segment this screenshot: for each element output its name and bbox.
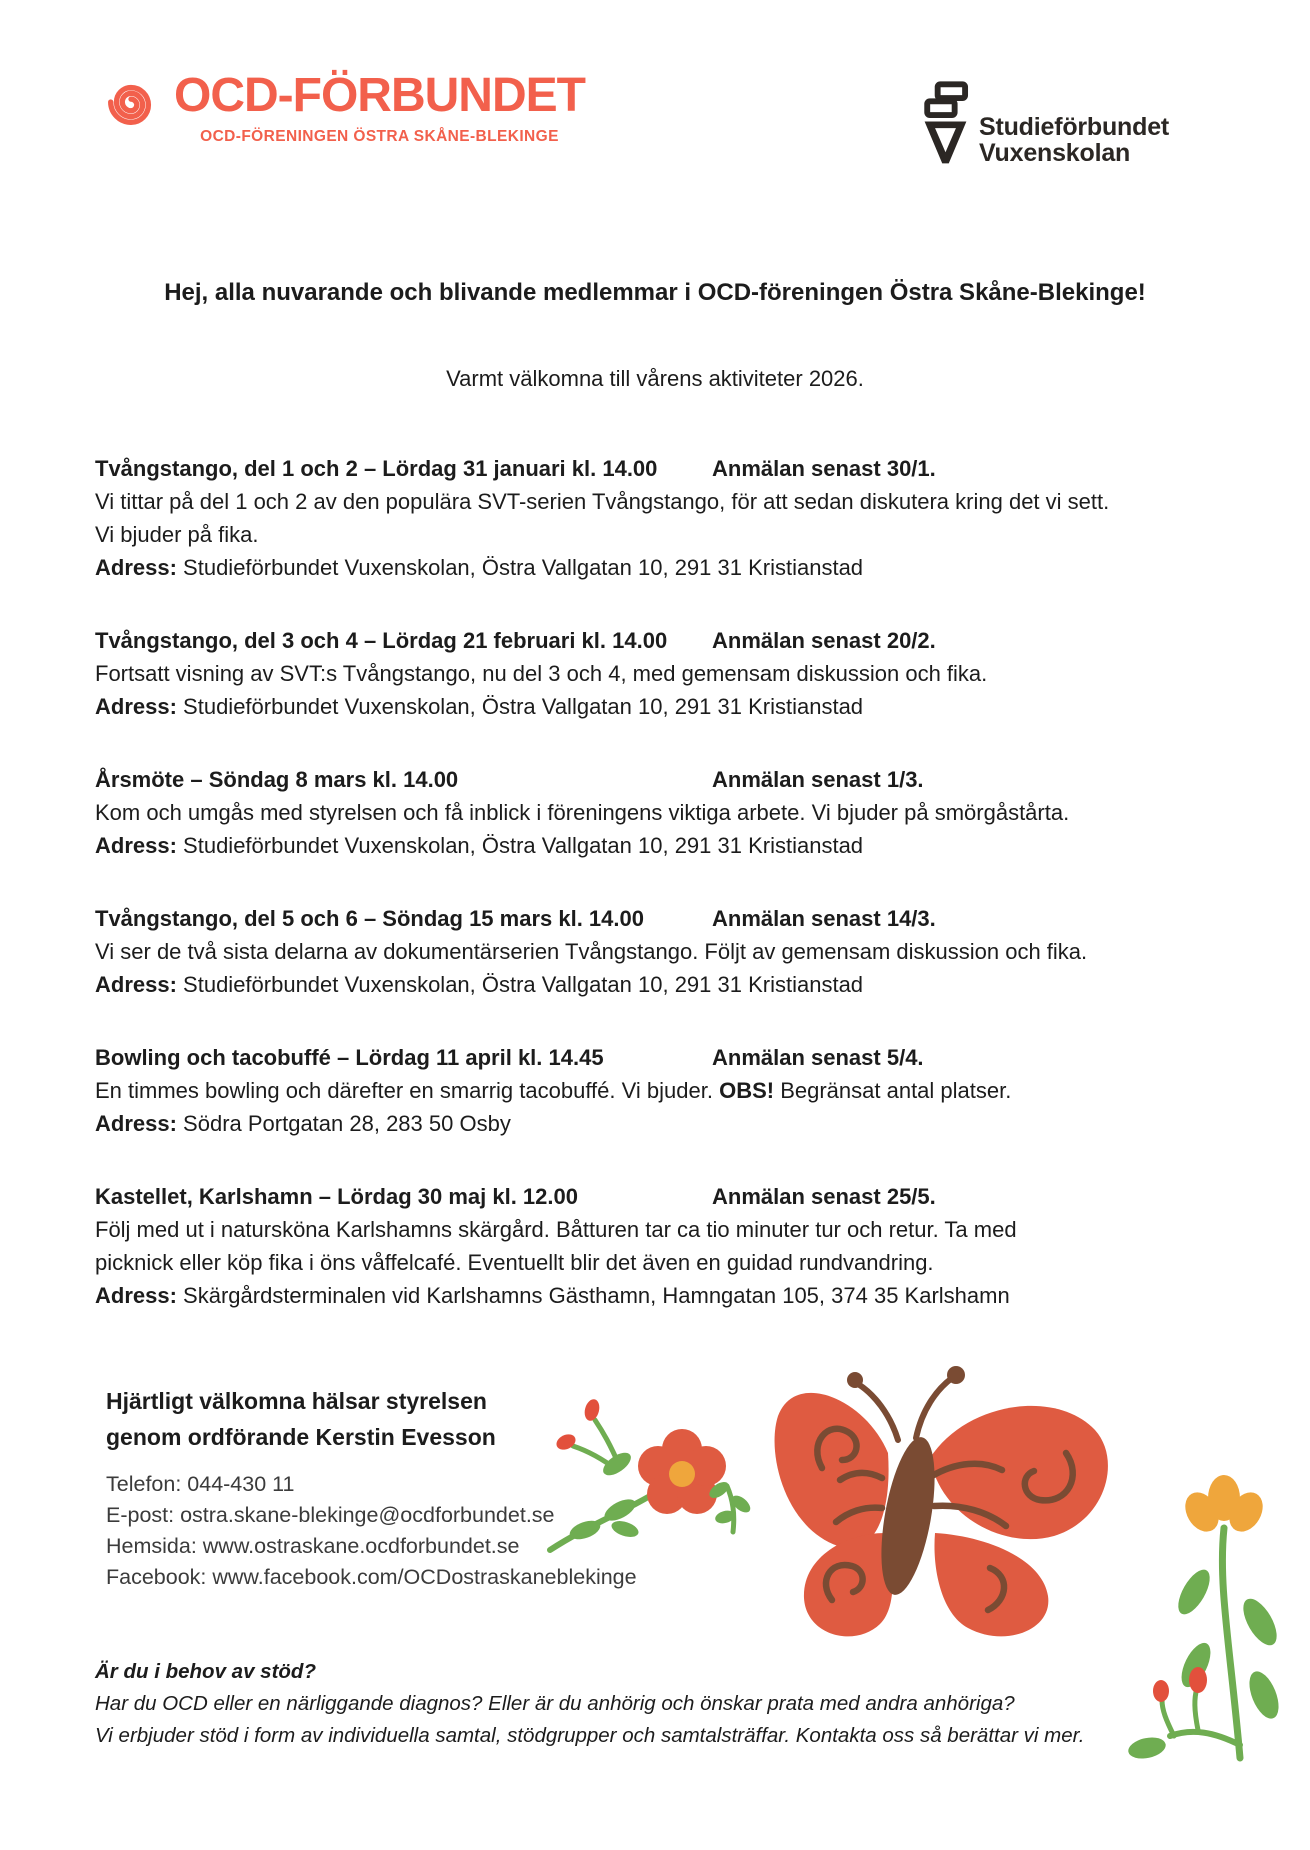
event-item <box>95 624 1217 723</box>
address-value: Studieförbundet Vuxenskolan, Östra Vallgatan 10, 291 31 Kristianstad <box>183 972 864 997</box>
spiral-icon <box>102 74 160 132</box>
event-address <box>95 551 1217 584</box>
welcome-line: Varmt välkomna till vårens aktiviteter 2026. <box>446 366 864 391</box>
address-label: Adress: <box>95 555 184 580</box>
brand-title: OCD-FÖRBUNDET <box>174 69 585 122</box>
support-note <box>95 1656 1084 1752</box>
event-address <box>95 690 1217 723</box>
event-address <box>95 1279 1217 1312</box>
contact-line: Telefon: 044-430 11 <box>106 1472 295 1496</box>
contact-line: Hemsida: www.ostraskane.ocdforbundet.se <box>106 1534 520 1558</box>
address-label: Adress: <box>95 833 184 858</box>
event-item <box>95 452 1217 584</box>
yellow-flower <box>1179 1475 1270 1538</box>
event-deadline: Anmälan senast 20/2. <box>712 628 936 653</box>
event-description-line: Vi bjuder på fika. <box>95 522 259 547</box>
event-description-line: picknick eller köp fika i öns våffelcafé. Eventuellt blir det även en guidad rundvandring. <box>95 1250 934 1275</box>
address-value: Studieförbundet Vuxenskolan, Östra Vallgatan 10, 291 31 Kristianstad <box>183 694 864 719</box>
event-title: Bowling och tacobuffé – Lördag 11 april kl. 14.45 <box>95 1045 604 1070</box>
signoff-line1: Hjärtligt välkomna hälsar styrelsen <box>106 1388 487 1414</box>
event-description-line: En timmes bowling och därefter en smarrig tacobuffé. Vi bjuder. OBS! Begränsat antal platser. <box>95 1078 1012 1103</box>
flower-plant-illustration <box>1102 1460 1307 1775</box>
address-label: Adress: <box>95 972 184 997</box>
event-address <box>95 968 1217 1001</box>
partner-wordmark <box>979 114 1169 167</box>
support-line: Har du OCD eller en närliggande diagnos? Eller är du anhörig och önskar prata med andra anhöriga? <box>95 1692 1015 1715</box>
event-description-line: Vi tittar på del 1 och 2 av den populära SVT-serien Tvångstango, för att sedan diskutera kring det vi sett. <box>95 489 1110 514</box>
address-label: Adress: <box>95 1283 184 1308</box>
event-item <box>95 1041 1217 1140</box>
address-value: Studieförbundet Vuxenskolan, Östra Vallgatan 10, 291 31 Kristianstad <box>183 555 864 580</box>
address-value: Studieförbundet Vuxenskolan, Östra Vallgatan 10, 291 31 Kristianstad <box>183 833 864 858</box>
event-deadline: Anmälan senast 5/4. <box>712 1045 924 1070</box>
event-title: Tvångstango, del 1 och 2 – Lördag 31 januari kl. 14.00 <box>95 456 658 481</box>
event-description-line: Följ med ut i natursköna Karlshamns skärgård. Båtturen tar ca tio minuter tur och retur. Ta med <box>95 1217 1017 1242</box>
partner-line1: Studieförbundet <box>979 113 1170 141</box>
signoff-line2: genom ordförande Kerstin Evesson <box>106 1424 496 1450</box>
event-description-line: Vi ser de två sista delarna av dokumentärserien Tvångstango. Följt av gemensam diskussion och fika. <box>95 939 1088 964</box>
address-label: Adress: <box>95 1111 184 1136</box>
events-list <box>95 452 1217 1352</box>
signoff <box>106 1383 496 1455</box>
partner-line2: Vuxenskolan <box>979 139 1131 167</box>
flower-head <box>638 1429 726 1514</box>
event-deadline: Anmälan senast 14/3. <box>712 906 936 931</box>
event-deadline: Anmälan senast 25/5. <box>712 1184 936 1209</box>
page-title: Hej, alla nuvarande och blivande medlemmar i OCD-föreningen Östra Skåne-Blekinge! <box>164 279 1146 306</box>
contact-info <box>106 1469 637 1593</box>
event-address <box>95 829 1217 862</box>
sv-emblem-icon <box>922 80 969 167</box>
contact-line: E-post: ostra.skane-blekinge@ocdforbundet.se <box>106 1503 555 1527</box>
ocd-forbundet-logo <box>102 69 585 146</box>
address-value: Skärgårdsterminalen vid Karlshamns Gästhamn, Hamngatan 105, 374 35 Karlshamn <box>183 1283 1010 1308</box>
address-value: Södra Portgatan 28, 283 50 Osby <box>183 1111 511 1136</box>
event-title: Tvångstango, del 5 och 6 – Söndag 15 mars kl. 14.00 <box>95 906 644 931</box>
support-title: Är du i behov av stöd? <box>95 1660 316 1683</box>
event-item <box>95 1180 1217 1312</box>
event-address <box>95 1107 1217 1140</box>
event-deadline: Anmälan senast 1/3. <box>712 767 924 792</box>
event-item <box>95 763 1217 862</box>
butterfly-illustration <box>770 1348 1120 1653</box>
address-label: Adress: <box>95 694 184 719</box>
event-item <box>95 902 1217 1001</box>
event-title: Årsmöte – Söndag 8 mars kl. 14.00 <box>95 767 459 792</box>
brand-subtitle: OCD-FÖRENINGEN ÖSTRA SKÅNE-BLEKINGE <box>200 128 559 145</box>
support-line: Vi erbjuder stöd i form av individuella samtal, stödgrupper och samtalsträffar. Kontakta oss så berättar vi mer. <box>95 1724 1085 1747</box>
event-deadline: Anmälan senast 30/1. <box>712 456 936 481</box>
event-description-line: Kom och umgås med styrelsen och få inblick i föreningens viktiga arbete. Vi bjuder på smörgåstårta. <box>95 800 1070 825</box>
contact-line: Facebook: www.facebook.com/OCDostraskaneblekinge <box>106 1565 637 1589</box>
event-description-line: Fortsatt visning av SVT:s Tvångstango, nu del 3 och 4, med gemensam diskussion och fika. <box>95 661 988 686</box>
studieforbundet-vuxenskolan-logo <box>922 80 1169 167</box>
event-title: Tvångstango, del 3 och 4 – Lördag 21 februari kl. 14.00 <box>95 628 668 653</box>
event-title: Kastellet, Karlshamn – Lördag 30 maj kl. 12.00 <box>95 1184 578 1209</box>
